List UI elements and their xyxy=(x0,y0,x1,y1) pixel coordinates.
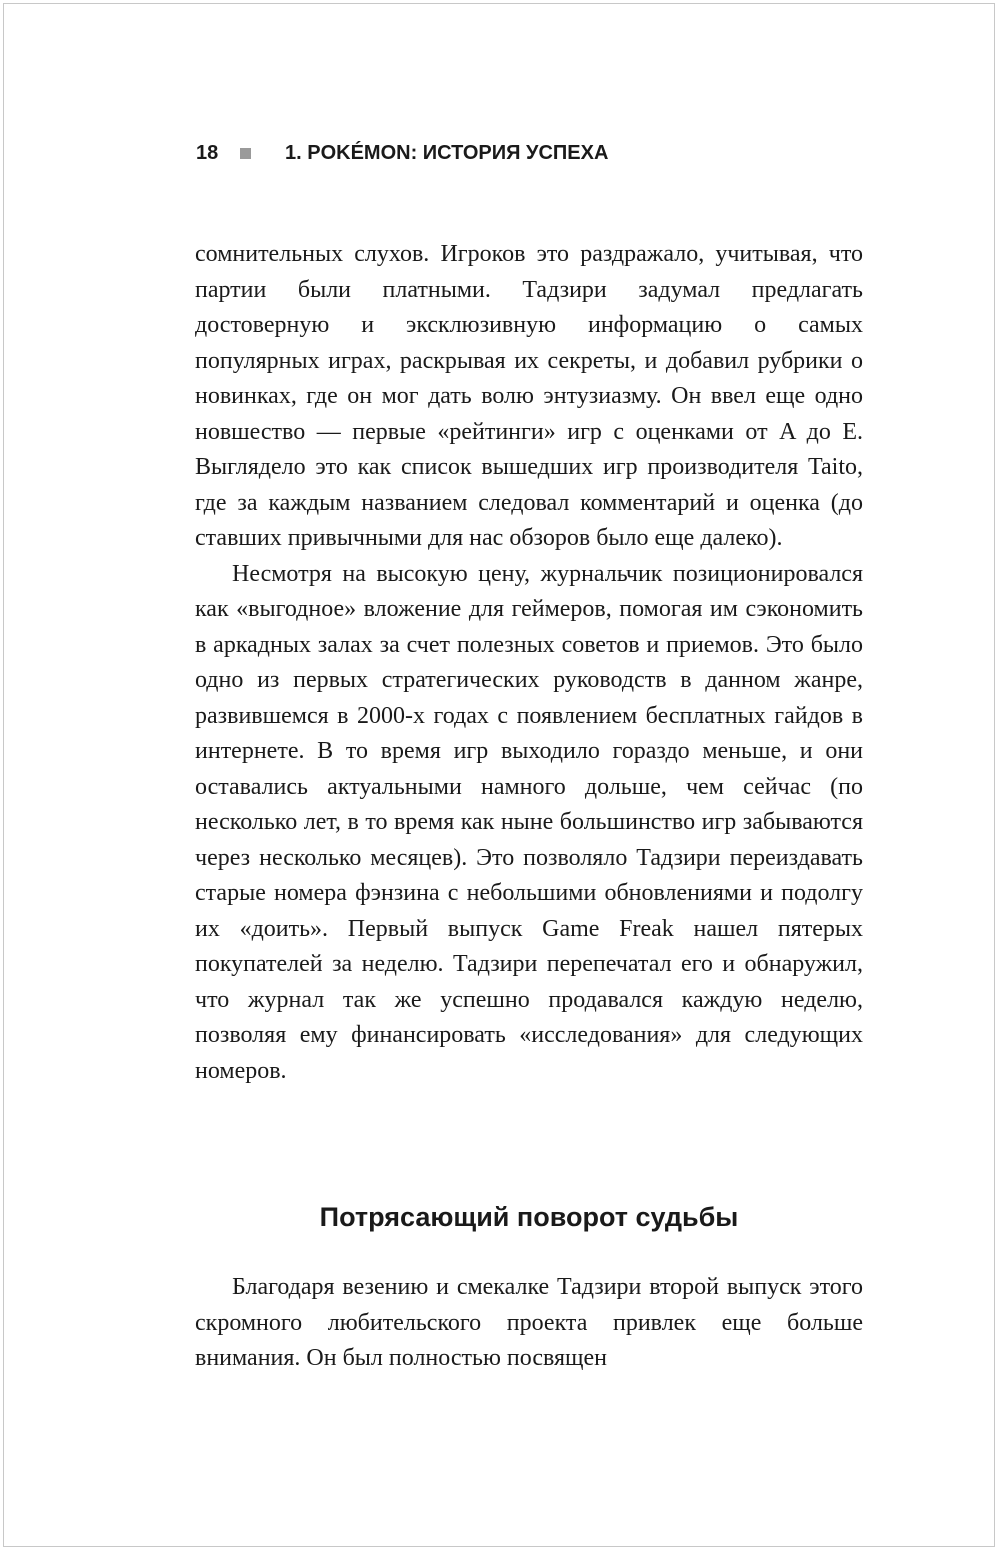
square-bullet-icon xyxy=(240,148,251,159)
section-paragraph: Благодаря везению и смекалке Тадзири второй выпуск этого скромного любительского проекта привлек еще больше внимания. Он был полностью посвящен xyxy=(195,1274,863,1371)
running-head xyxy=(196,142,608,165)
section-heading: Потрясающий поворот судьбы xyxy=(319,1202,739,1232)
body-text xyxy=(195,237,863,1089)
page-number: 18 xyxy=(196,142,219,164)
paragraph-2: Несмотря на высокую цену, журнальчик позиционировался как «выгодное» вложение для геймеров, помогая им сэкономить в аркадных залах за счет полезных советов и приемов. Это было одно из первых стратегических руководств в данном жанре, развившемся в 2000-х годах с появлением бесплатных гайдов в интернете. В то время игр выходило гораздо меньше, и они оставались актуальными намного дольше, чем сейчас (по несколько лет, в то время как ныне большинство игр забываются через несколько месяцев). Это позволяло Тадзири переиздавать старые номера фэнзина с небольшими обновлениями и подолгу их «доить». Первый выпуск Game Freak нашел пятерых покупателей за неделю. Тадзири перепечатал его и обнаружил, что журнал так же успешно продавался каждую неделю, позволяя ему финансировать «исследования» для следующих номеров. xyxy=(195,560,863,1084)
chapter-title: 1. POKÉMON: ИСТОРИЯ УСПЕХА xyxy=(285,142,609,164)
paragraph-1: сомнительных слухов. Игроков это раздражало, учитывая, что партии были платными. Тадзири задумал предлагать достоверную и эксклюзивную информацию о самых популярных играх, раскрывая их секреты, и добавил рубрики о новинках, где он мог дать волю энтузиазму. Он ввел еще одно новшество — первые «рейтинги» игр с оценками от A до E. Выглядело это как список вышедших игр производителя Taito, где за каждым названием следовал комментарий и оценка (до ставших привычными для нас обзоров было еще далеко). xyxy=(195,241,863,551)
section-body xyxy=(195,1270,863,1377)
